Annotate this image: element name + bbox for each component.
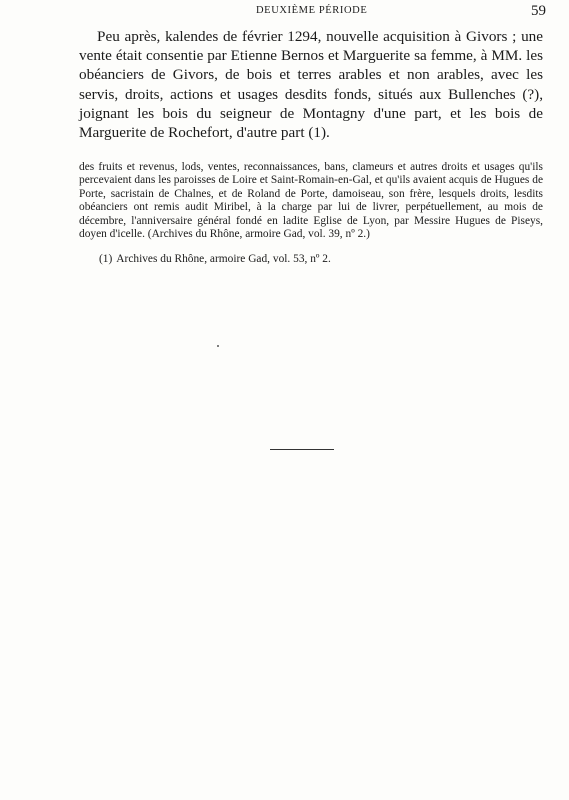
footnote-marker: (1) [99,253,113,265]
footnote [79,253,543,266]
page-number: 59 [531,3,546,19]
note-continuation [79,161,543,241]
section-divider [270,449,334,450]
footnote-text: Archives du Rhône, armoire Gad, vol. 53, nº 2. [116,253,331,265]
running-head: DEUXIÈME PÉRIODE [256,5,368,16]
page-speck [217,345,219,347]
footnote-entry [79,253,543,266]
main-text [79,27,543,142]
note-continuation-text: des fruits et revenus, lods, ventes, reconnaissances, bans, clameurs et autres droits et usages qu'ils percevaient dans les paroisses de Loire et Saint-Romain-en-Gal, et qu'ils avaient acquis de Hugues de Porte, sacristain de Chalnes, et de Roland de Porte, damoiseau, son frère, lesquels droits, lesdits obéanciers ont remis audit Miribel, à la charge par lui de livrer, perpétuellement, au mois de décembre, l'anniversaire général fondé en ladite Eglise de Lyon, par Messire Hugues de Piseys, doyen d'icelle. (Archives du Rhône, armoire Gad, vol. 39, nº 2.) [79,161,543,241]
main-paragraph: Peu après, kalendes de février 1294, nouvelle acquisition à Givors ; une vente était consentie par Etienne Bernos et Marguerite sa femme, à MM. les obéanciers de Givors, de bois et terres arables et non arables, avec les servis, droits, actions et usages desdits fonds, situés aux Bullenches (?), joignant les bois du seigneur de Montagny d'une part, et les bois de Marguerite de Rochefort, d'autre part (1). [79,28,543,142]
